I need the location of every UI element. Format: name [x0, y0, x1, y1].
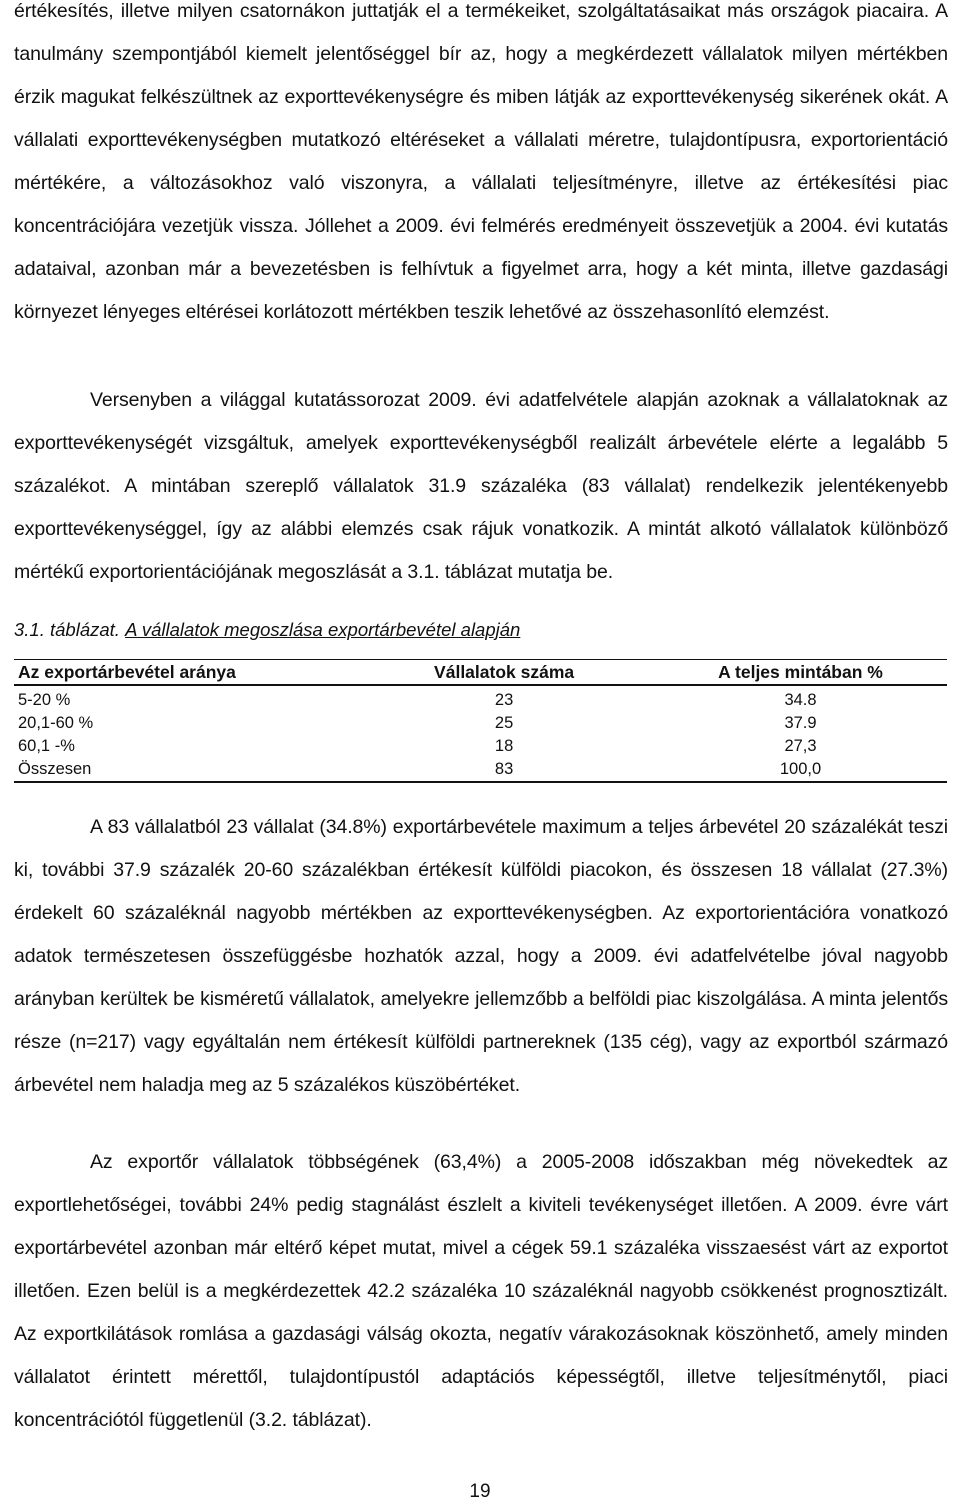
table-cell: 27,3: [784, 737, 817, 755]
table-row: [14, 685, 947, 712]
export-distribution-table: [14, 659, 947, 783]
table-header-sample-percent: A teljes mintában %: [654, 660, 947, 686]
table-cell: 37.9: [784, 714, 817, 732]
table-cell: 34.8: [784, 691, 817, 709]
body-paragraph-4: Az exportőr vállalatok többségének (63,4%) a 2005-2008 időszakban még növekedtek az exportlehetőségei, további 24% pedig stagnálást észlelt a kiviteli tevékenységet illetően. A 2009. évre várt exportárbevétel azonban már eltérő képet mutat, mivel a cégek 59.1 százaléka visszaesést várt az exportot illetően. Ezen belül is a megkérdezettek 42.2 százaléka 10 százaléknál nagyobb csökkenést prognosztizált. Az exportkilátások romlása a gazdasági válság okozta, negatív várakozásoknak köszönhető, amely minden vállalatot érintett mérettől, tulajdontípustól adaptációs képességtől, illetve teljesítménytől, piaci koncentrációtól függetlenül (3.2. táblázat).: [14, 1151, 948, 1431]
table-cell: 23: [494, 691, 514, 709]
table-row: [14, 735, 947, 758]
table-header-company-count: Vállalatok száma: [354, 660, 654, 686]
table-cell: 20,1-60 %: [18, 714, 94, 732]
table-header-export-share: Az exportárbevétel aránya: [14, 660, 354, 686]
body-paragraph-1: értékesítés, illetve milyen csatornákon juttatják el a termékeiket, szolgáltatásaikat más országok piacaira. A tanulmány szempontjából kiemelt jelentőséggel bír az, hogy a megkérdezett vállalatok milyen mértékben érzik magukat felkészültnek az exporttevékenységre és miben látják az exporttevékenység sikerének okát. A vállalati exporttevékenységben mutatkozó eltéréseket a vállalati méretre, tulajdontípusra, exportorientáció mértékére, a változásokhoz való viszonyra, a vállalati teljesítményre, illetve az értékesítési piac koncentrációjára vezetjük vissza. Jóllehet a 2009. évi felmérés eredményeit összevetjük a 2004. évi kutatás adataival, azonban már a bevezetésben is felhívtuk a figyelmet arra, hogy a két minta, illetve gazdasági környezet lényeges eltérései korlátozott mértékben teszik lehetővé az összehasonlító elemzést.: [14, 0, 948, 323]
body-paragraph-3: A 83 vállalatból 23 vállalat (34.8%) exportárbevétele maximum a teljes árbevétel 20 százalékát teszi ki, további 37.9 százalék 20-60 százalékban értékesít külföldi piacokon, és összesen 18 vállalat (27.3%) érdekelt 60 százaléknál nagyobb mértékben az exporttevékenységben. Az exportorientációra vonatkozó adatok természetesen összefüggésbe hozhatók azzal, hogy a 2009. évi adatfelvételbe jóval nagyobb arányban kerültek be kisméretű vállalatok, amelyekre jellemzőbb a belföldi piac kiszolgálása. A minta jelentős része (n=217) vagy egyáltalán nem értékesít külföldi partnereknek (135 cég), vagy az exportból származó árbevétel nem haladja meg az 5 százalékos küszöbértéket.: [14, 816, 948, 1096]
table-cell: 18: [494, 737, 514, 755]
table-cell: 100,0: [654, 758, 947, 782]
table-caption-title: A vállalatok megoszlása exportárbevétel alapján: [125, 619, 521, 640]
table-cell: 5-20 %: [18, 691, 71, 709]
table-caption-label: 3.1. táblázat.: [14, 619, 120, 640]
table-cell: Összesen: [14, 758, 354, 782]
table-total-row: [14, 758, 947, 782]
table-row: [14, 712, 947, 735]
table-cell: 25: [494, 714, 514, 732]
table-header-row: [14, 660, 947, 686]
table-cell: 83: [354, 758, 654, 782]
table-caption: [14, 618, 520, 642]
page-number: 19: [469, 1481, 491, 1502]
body-paragraph-2: Versenyben a világgal kutatássorozat 2009. évi adatfelvétele alapján azoknak a vállalatoknak az exporttevékenységét vizsgáltuk, amelyek exporttevékenységből realizált árbevétele elérte a legalább 5 százalékot. A mintában szereplő vállalatok 31.9 százaléka (83 vállalat) rendelkezik jelentékenyebb exporttevékenységgel, így az alábbi elemzés csak rájuk vonatkozik. A mintát alkotó vállalatok különböző mértékű exportorientációjának megoszlását a 3.1. táblázat mutatja be.: [14, 389, 948, 583]
table-cell: 60,1 -%: [18, 737, 75, 755]
